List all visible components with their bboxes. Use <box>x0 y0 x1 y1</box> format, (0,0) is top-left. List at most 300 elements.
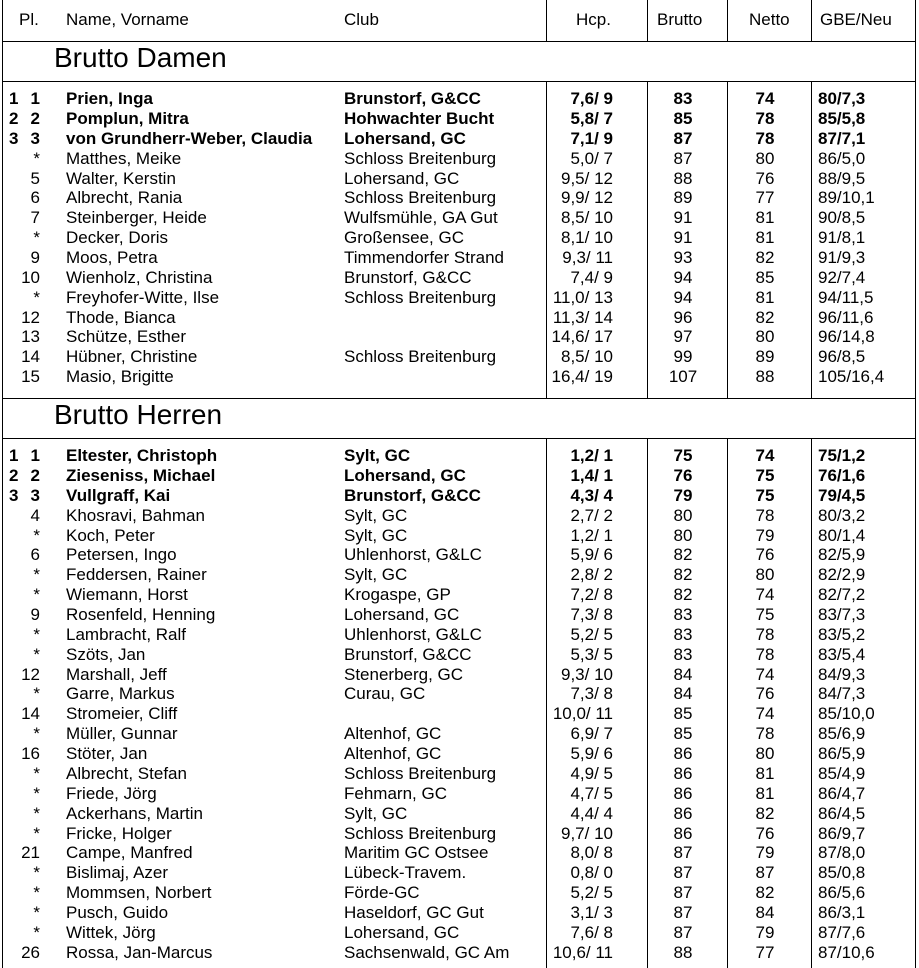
table-row <box>0 684 919 704</box>
cell-brutto: 89 <box>673 188 693 208</box>
cell-netto: 77 <box>755 188 775 208</box>
cell-hcp: 4,3/ 4 <box>570 485 613 505</box>
cell-brutto: 87 <box>673 863 693 883</box>
cell-brutto: 87 <box>673 148 693 168</box>
cell-hcp: 2,8/ 2 <box>570 565 613 585</box>
table-row <box>0 764 919 784</box>
cell-pl: 3 <box>30 485 40 505</box>
table-row <box>0 268 919 288</box>
cell-netto: 89 <box>755 347 775 367</box>
cell-name: Rossa, Jan-Marcus <box>66 942 213 962</box>
cell-pl: * <box>33 565 40 585</box>
cell-hcp: 14,6/ 17 <box>551 327 613 347</box>
table-row <box>0 308 919 328</box>
cell-brutto: 107 <box>668 367 698 387</box>
table-row <box>0 724 919 744</box>
cell-club: Großensee, GC <box>344 228 464 248</box>
cell-hcp: 7,1/ 9 <box>570 128 613 148</box>
cell-hcp: 7,3/ 8 <box>570 605 613 624</box>
cell-pl: * <box>33 287 40 307</box>
cell-pl: 12 <box>21 664 40 684</box>
cell-medal: 3 <box>9 128 19 148</box>
cell-pl: * <box>33 823 40 843</box>
cell-name: Stöter, Jan <box>66 744 148 763</box>
cell-pl: * <box>33 585 40 605</box>
cell-name: Wiemann, Horst <box>66 585 188 605</box>
cell-brutto: 85 <box>673 724 693 744</box>
cell-netto: 82 <box>755 803 775 823</box>
cell-name: Koch, Peter <box>66 525 155 545</box>
header-name: Name, Vorname <box>66 10 189 29</box>
cell-name: Szöts, Jan <box>66 644 146 664</box>
cell-pl: 5 <box>30 168 40 188</box>
cell-gbe: 89/10,1 <box>818 188 875 208</box>
cell-brutto: 82 <box>673 585 693 605</box>
table-row <box>0 109 919 129</box>
cell-brutto: 86 <box>673 744 693 763</box>
table-row <box>0 169 919 189</box>
cell-name: Petersen, Ingo <box>66 545 177 565</box>
section-title-herren: Brutto Herren <box>54 399 223 430</box>
table-row <box>0 903 919 923</box>
cell-hcp: 9,3/ 10 <box>561 664 613 684</box>
cell-club: Fehmarn, GC <box>344 783 447 803</box>
cell-club: Hohwachter Bucht <box>344 108 495 128</box>
cell-name: Campe, Manfred <box>66 843 193 863</box>
table-row <box>0 943 919 963</box>
table-row <box>0 506 919 526</box>
cell-club: Wulfsmühle, GA Gut <box>344 208 498 228</box>
cell-netto: 82 <box>755 307 775 327</box>
table-row <box>0 784 919 804</box>
cell-brutto: 93 <box>673 248 693 267</box>
table-row <box>0 367 919 387</box>
cell-netto: 80 <box>755 744 775 763</box>
column-divider-h <box>647 0 648 42</box>
cell-netto: 85 <box>755 267 775 287</box>
cell-pl: * <box>33 883 40 903</box>
cell-pl: 6 <box>30 545 40 565</box>
cell-gbe: 83/7,3 <box>818 605 866 624</box>
cell-name: Steinberger, Heide <box>66 208 207 228</box>
cell-netto: 74 <box>755 585 775 605</box>
cell-pl: 14 <box>21 347 40 367</box>
cell-brutto: 76 <box>673 465 693 485</box>
cell-pl: 1 <box>30 89 40 108</box>
cell-netto: 76 <box>755 168 775 188</box>
cell-club: Sachsenwald, GC Am <box>344 942 510 962</box>
cell-netto: 75 <box>755 605 775 624</box>
cell-netto: 76 <box>755 684 775 704</box>
cell-brutto: 85 <box>673 704 693 724</box>
cell-pl: * <box>33 624 40 644</box>
cell-hcp: 5,9/ 6 <box>570 545 613 565</box>
cell-netto: 75 <box>755 485 775 505</box>
cell-gbe: 85/6,9 <box>818 724 866 744</box>
cell-hcp: 7,6/ 9 <box>570 89 613 108</box>
table-row <box>0 208 919 228</box>
cell-gbe: 86/3,1 <box>818 903 866 922</box>
cell-pl: 4 <box>30 505 40 525</box>
cell-brutto: 91 <box>673 208 693 228</box>
cell-name: Marshall, Jeff <box>66 664 167 684</box>
cell-pl: 12 <box>21 307 40 327</box>
cell-gbe: 87/7,6 <box>818 922 866 942</box>
cell-netto: 84 <box>755 903 775 922</box>
cell-netto: 79 <box>755 922 775 942</box>
cell-gbe: 94/11,5 <box>818 287 874 307</box>
cell-name: Lambracht, Ralf <box>66 624 186 644</box>
cell-brutto: 86 <box>673 823 693 843</box>
cell-netto: 79 <box>755 843 775 863</box>
cell-brutto: 79 <box>673 485 693 505</box>
cell-club: Stenerberg, GC <box>344 664 464 684</box>
table-row <box>0 665 919 685</box>
cell-netto: 74 <box>755 664 775 684</box>
cell-brutto: 86 <box>673 803 693 823</box>
cell-pl: 21 <box>21 843 40 863</box>
cell-netto: 80 <box>755 327 775 347</box>
cell-pl: 3 <box>30 128 40 148</box>
cell-pl: * <box>33 783 40 803</box>
table-row <box>0 526 919 546</box>
cell-hcp: 0,8/ 0 <box>570 863 613 883</box>
cell-name: Khosravi, Bahman <box>66 505 205 525</box>
header-gbe: GBE/Neu <box>820 10 892 29</box>
cell-gbe: 86/9,7 <box>818 823 866 843</box>
cell-gbe: 85/5,8 <box>818 108 866 128</box>
cell-name: Pusch, Guido <box>66 903 169 922</box>
cell-hcp: 7,2/ 8 <box>570 585 613 605</box>
cell-pl: * <box>33 148 40 168</box>
cell-netto: 74 <box>755 446 775 465</box>
cell-name: Matthes, Meike <box>66 148 182 168</box>
cell-medal: 2 <box>9 465 19 485</box>
cell-hcp: 4,9/ 5 <box>570 763 613 783</box>
table-row <box>0 466 919 486</box>
cell-club: Sylt, GC <box>344 446 411 465</box>
cell-pl: * <box>33 228 40 248</box>
cell-club: Schloss Breitenburg <box>344 347 497 367</box>
cell-hcp: 1,2/ 1 <box>570 525 613 545</box>
cell-brutto: 87 <box>673 128 693 148</box>
cell-club: Lohersand, GC <box>344 128 466 148</box>
cell-gbe: 91/9,3 <box>818 248 866 267</box>
cell-gbe: 82/5,9 <box>818 545 866 565</box>
cell-name: Garre, Markus <box>66 684 175 704</box>
cell-medal: 2 <box>9 108 19 128</box>
cell-pl: 13 <box>21 327 40 347</box>
header-brutto: Brutto <box>657 10 703 29</box>
section-2-title-rule <box>2 438 916 439</box>
table-row <box>0 883 919 903</box>
cell-netto: 76 <box>755 545 775 565</box>
cell-brutto: 87 <box>673 922 693 942</box>
column-divider-gbe <box>811 0 812 42</box>
table-row <box>0 129 919 149</box>
cell-brutto: 87 <box>673 843 693 863</box>
table-row <box>0 625 919 645</box>
cell-brutto: 82 <box>673 565 693 585</box>
table-row <box>0 863 919 883</box>
cell-pl: 26 <box>21 942 40 962</box>
cell-gbe: 86/4,7 <box>818 783 866 803</box>
table-row <box>0 605 919 625</box>
cell-netto: 81 <box>755 763 775 783</box>
cell-hcp: 7,6/ 8 <box>570 922 613 942</box>
section-1-title-rule <box>2 81 916 82</box>
cell-club: Krogaspe, GP <box>344 585 451 605</box>
table-row <box>0 347 919 367</box>
cell-hcp: 9,5/ 12 <box>561 168 613 188</box>
cell-netto: 78 <box>755 644 775 664</box>
cell-hcp: 11,3/ 14 <box>552 307 613 327</box>
header-netto: Netto <box>749 10 790 29</box>
cell-gbe: 92/7,4 <box>818 267 866 287</box>
cell-gbe: 75/1,2 <box>818 446 866 465</box>
cell-hcp: 1,2/ 1 <box>570 446 613 465</box>
cell-name: Friede, Jörg <box>66 783 157 803</box>
cell-club: Altenhof, GC <box>344 744 442 763</box>
cell-club: Schloss Breitenburg <box>344 763 497 783</box>
cell-name: Masio, Brigitte <box>66 367 174 387</box>
cell-name: Freyhofer-Witte, Ilse <box>66 287 220 307</box>
cell-gbe: 96/11,6 <box>818 307 874 327</box>
cell-netto: 80 <box>755 565 775 585</box>
cell-name: Ackerhans, Martin <box>66 803 203 823</box>
cell-club: Uhlenhorst, G&LC <box>344 545 482 565</box>
cell-hcp: 1,4/ 1 <box>570 465 613 485</box>
cell-pl: 1 <box>30 446 40 465</box>
table-row <box>0 824 919 844</box>
cell-hcp: 9,3/ 11 <box>562 248 613 267</box>
cell-club: Schloss Breitenburg <box>344 148 497 168</box>
table-row <box>0 565 919 585</box>
cell-hcp: 4,4/ 4 <box>570 803 613 823</box>
cell-netto: 75 <box>755 465 775 485</box>
cell-hcp: 5,0/ 7 <box>570 148 613 168</box>
cell-netto: 79 <box>755 525 775 545</box>
cell-brutto: 94 <box>673 287 693 307</box>
table-row <box>0 248 919 268</box>
cell-gbe: 80/7,3 <box>818 89 866 108</box>
cell-gbe: 105/16,4 <box>818 367 885 387</box>
cell-netto: 80 <box>755 148 775 168</box>
cell-netto: 88 <box>755 367 775 387</box>
cell-netto: 82 <box>755 883 775 903</box>
cell-club: Schloss Breitenburg <box>344 287 497 307</box>
cell-gbe: 87/10,6 <box>818 942 875 962</box>
table-row <box>0 89 919 109</box>
cell-brutto: 88 <box>673 168 693 188</box>
cell-brutto: 80 <box>673 525 693 545</box>
cell-name: Bislimaj, Azer <box>66 863 169 883</box>
table-row <box>0 843 919 863</box>
header-club: Club <box>344 10 379 29</box>
cell-gbe: 85/10,0 <box>818 704 875 724</box>
cell-brutto: 83 <box>673 605 693 624</box>
cell-name: Decker, Doris <box>66 228 169 248</box>
cell-brutto: 94 <box>673 267 693 287</box>
cell-name: Albrecht, Stefan <box>66 763 187 783</box>
cell-pl: 15 <box>21 367 40 387</box>
table-row <box>0 923 919 943</box>
cell-pl: 2 <box>30 465 40 485</box>
cell-name: Thode, Bianca <box>66 307 176 327</box>
cell-name: Hübner, Christine <box>66 347 198 367</box>
cell-brutto: 99 <box>673 347 693 367</box>
cell-hcp: 3,1/ 3 <box>570 903 613 922</box>
cell-gbe: 91/8,1 <box>818 228 866 248</box>
cell-club: Sylt, GC <box>344 505 408 525</box>
cell-hcp: 6,9/ 7 <box>570 724 613 744</box>
cell-club: Brunstorf, G&CC <box>344 644 472 664</box>
section-title-damen: Brutto Damen <box>54 42 227 73</box>
table-row <box>0 585 919 605</box>
cell-name: Rosenfeld, Henning <box>66 605 216 624</box>
cell-pl: * <box>33 863 40 883</box>
cell-pl: * <box>33 903 40 922</box>
cell-name: Wittek, Jörg <box>66 922 156 942</box>
cell-club: Schloss Breitenburg <box>344 823 497 843</box>
cell-brutto: 91 <box>673 228 693 248</box>
table-row <box>0 149 919 169</box>
cell-hcp: 8,1/ 10 <box>561 228 613 248</box>
cell-pl: * <box>33 922 40 942</box>
table-row <box>0 645 919 665</box>
table-row <box>0 545 919 565</box>
cell-gbe: 80/3,2 <box>818 505 866 525</box>
cell-gbe: 85/4,9 <box>818 763 866 783</box>
cell-medal: 1 <box>9 446 19 465</box>
cell-club: Timmendorfer Strand <box>344 248 504 267</box>
cell-hcp: 4,7/ 5 <box>570 783 613 803</box>
cell-netto: 81 <box>755 228 775 248</box>
cell-brutto: 86 <box>673 763 693 783</box>
cell-club: Uhlenhorst, G&LC <box>344 624 482 644</box>
cell-brutto: 80 <box>673 505 693 525</box>
cell-hcp: 8,5/ 10 <box>561 347 613 367</box>
cell-gbe: 79/4,5 <box>818 485 866 505</box>
cell-brutto: 87 <box>673 883 693 903</box>
column-divider-netto <box>727 0 728 42</box>
cell-club: Curau, GC <box>344 684 426 704</box>
cell-name: Eltester, Christoph <box>66 446 218 465</box>
cell-hcp: 10,0/ 11 <box>552 704 613 724</box>
cell-brutto: 86 <box>673 783 693 803</box>
cell-gbe: 96/14,8 <box>818 327 875 347</box>
cell-club: Sylt, GC <box>344 565 408 585</box>
cell-hcp: 5,9/ 6 <box>570 744 613 763</box>
cell-gbe: 84/9,3 <box>818 664 866 684</box>
cell-pl: 9 <box>30 605 40 624</box>
cell-brutto: 83 <box>673 624 693 644</box>
cell-club: Maritim GC Ostsee <box>344 843 489 863</box>
cell-gbe: 87/8,0 <box>818 843 866 863</box>
cell-pl: * <box>33 684 40 704</box>
cell-hcp: 16,4/ 19 <box>551 367 613 387</box>
cell-netto: 78 <box>755 724 775 744</box>
cell-name: Prien, Inga <box>66 89 153 108</box>
cell-gbe: 83/5,4 <box>818 644 866 664</box>
cell-club: Lohersand, GC <box>344 465 466 485</box>
cell-name: Fricke, Holger <box>66 823 172 843</box>
cell-netto: 76 <box>755 823 775 843</box>
cell-name: Mommsen, Norbert <box>66 883 212 903</box>
cell-brutto: 75 <box>673 446 693 465</box>
cell-medal: 3 <box>9 485 19 505</box>
cell-netto: 82 <box>755 248 775 267</box>
cell-gbe: 86/5,9 <box>818 744 866 763</box>
cell-gbe: 87/7,1 <box>818 128 866 148</box>
header-pl: Pl. <box>19 10 39 29</box>
cell-pl: * <box>33 724 40 744</box>
cell-brutto: 84 <box>673 684 693 704</box>
cell-netto: 87 <box>755 863 775 883</box>
cell-pl: 6 <box>30 188 40 208</box>
cell-netto: 81 <box>755 783 775 803</box>
table-row <box>0 446 919 466</box>
cell-pl: 16 <box>21 744 40 763</box>
cell-gbe: 76/1,6 <box>818 465 866 485</box>
cell-hcp: 7,3/ 8 <box>570 684 613 704</box>
cell-gbe: 83/5,2 <box>818 624 866 644</box>
cell-club: Haseldorf, GC Gut <box>344 903 484 922</box>
cell-name: Müller, Gunnar <box>66 724 178 744</box>
cell-gbe: 90/8,5 <box>818 208 866 228</box>
cell-netto: 77 <box>755 942 775 962</box>
cell-name: Stromeier, Cliff <box>66 704 178 724</box>
cell-pl: 9 <box>30 248 40 267</box>
cell-gbe: 86/5,6 <box>818 883 866 903</box>
table-row <box>0 486 919 506</box>
cell-brutto: 83 <box>673 89 693 108</box>
cell-name: Pomplun, Mitra <box>66 108 189 128</box>
cell-hcp: 5,2/ 5 <box>570 624 613 644</box>
table-row <box>0 804 919 824</box>
cell-medal: 1 <box>9 89 19 108</box>
cell-netto: 81 <box>755 208 775 228</box>
table-row <box>0 188 919 208</box>
cell-gbe: 82/2,9 <box>818 565 866 585</box>
cell-pl: * <box>33 763 40 783</box>
cell-hcp: 7,4/ 9 <box>570 267 613 287</box>
cell-club: Lohersand, GC <box>344 922 460 942</box>
cell-brutto: 82 <box>673 545 693 565</box>
cell-gbe: 86/5,0 <box>818 148 866 168</box>
cell-brutto: 83 <box>673 644 693 664</box>
cell-club: Altenhof, GC <box>344 724 442 744</box>
cell-club: Sylt, GC <box>344 525 408 545</box>
cell-hcp: 2,7/ 2 <box>570 505 613 525</box>
table-row <box>0 744 919 764</box>
cell-hcp: 8,5/ 10 <box>561 208 613 228</box>
cell-gbe: 88/9,5 <box>818 168 866 188</box>
cell-gbe: 85/0,8 <box>818 863 866 883</box>
cell-pl: 14 <box>21 704 40 724</box>
cell-pl: * <box>33 803 40 823</box>
cell-hcp: 5,3/ 5 <box>570 644 613 664</box>
cell-club: Brunstorf, G&CC <box>344 89 481 108</box>
cell-club: Förde-GC <box>344 883 420 903</box>
cell-hcp: 11,0/ 13 <box>552 287 613 307</box>
table-row <box>0 327 919 347</box>
cell-name: von Grundherr-Weber, Claudia <box>66 128 313 148</box>
cell-hcp: 9,9/ 12 <box>561 188 613 208</box>
cell-pl: * <box>33 525 40 545</box>
cell-name: Albrecht, Rania <box>66 188 183 208</box>
cell-hcp: 9,7/ 10 <box>561 823 613 843</box>
